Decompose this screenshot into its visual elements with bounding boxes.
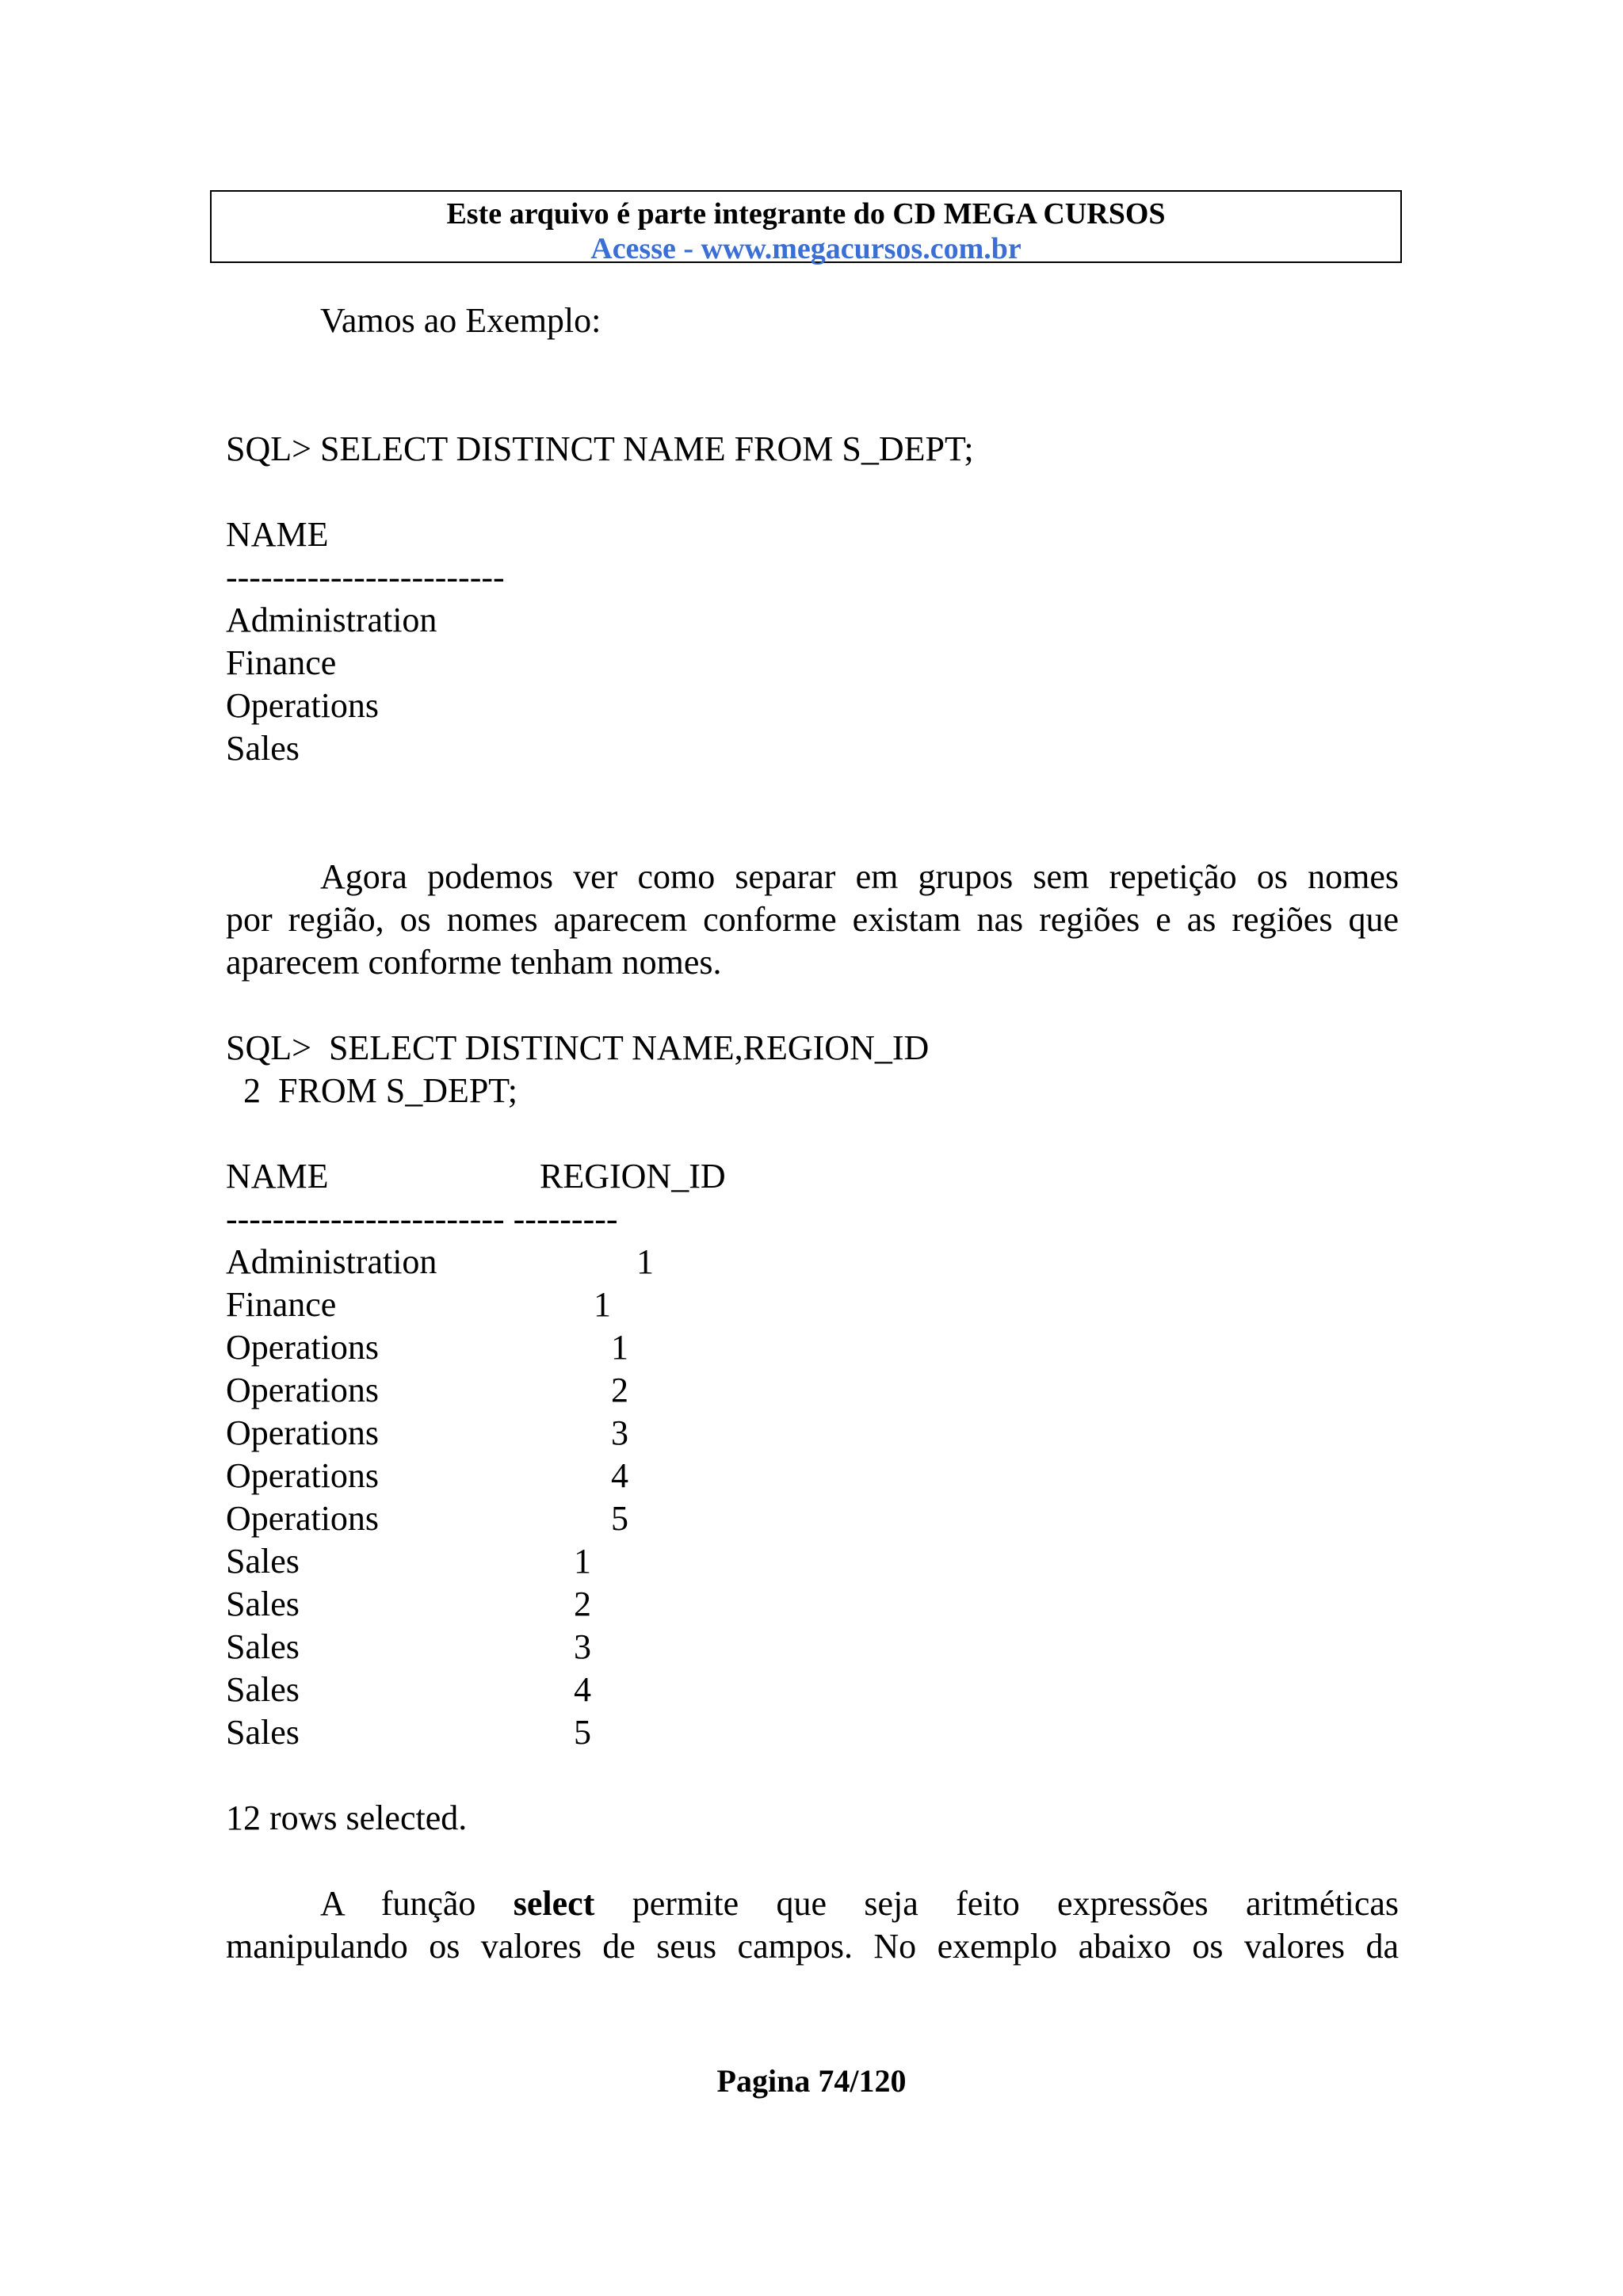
- query2-row-name: Sales: [226, 1542, 300, 1581]
- query2-row-region: 1: [574, 1542, 591, 1581]
- query2-row-name: Administration: [226, 1242, 437, 1281]
- query2-row-region: 1: [636, 1242, 654, 1281]
- paragraph1-line: aparecem conforme tenham nomes.: [226, 943, 722, 982]
- intro-text: Vamos ao Exemplo:: [320, 301, 601, 340]
- query2-column-region: REGION_ID: [540, 1157, 726, 1196]
- query2-row-region: 5: [611, 1499, 628, 1538]
- query2-row-name: Operations: [226, 1499, 380, 1538]
- header-title: Este arquivo é parte integrante do CD MEGA CURSOS: [446, 197, 1166, 231]
- query1-separator: ------------------------: [226, 558, 505, 597]
- query2-row-region: 4: [611, 1456, 628, 1495]
- paragraph2-suffix: permite que seja feito expressões aritméticas: [632, 1884, 1400, 1923]
- query2-row-name: Operations: [226, 1371, 380, 1409]
- query2-row-name: Operations: [226, 1328, 380, 1367]
- query2-row-region: 1: [611, 1328, 628, 1367]
- query2-row-region: 2: [611, 1371, 628, 1409]
- paragraph1-line: por região, os nomes aparecem conforme existam nas regiões e as regiões que: [226, 900, 1399, 939]
- query2-row-name: Sales: [226, 1713, 300, 1752]
- query2-separator: ------------------------ ---------: [226, 1199, 618, 1238]
- query2-row-name: Operations: [226, 1456, 380, 1495]
- query2-sql-line2: 2 FROM S_DEPT;: [226, 1071, 517, 1110]
- query1-column-header: NAME: [226, 515, 329, 554]
- query2-row-region: 3: [574, 1627, 591, 1666]
- paragraph2-line1: [320, 1882, 1399, 1925]
- query2-row-name: Sales: [226, 1627, 300, 1666]
- query2-row-region: 3: [611, 1413, 628, 1452]
- page-number: Pagina 74/120: [716, 2063, 907, 2099]
- query1-row: Sales: [226, 729, 300, 768]
- query1-row: Administration: [226, 601, 437, 639]
- query2-row-region: 2: [574, 1585, 591, 1623]
- header-link[interactable]: Acesse - www.megacursos.com.br: [590, 232, 1022, 265]
- paragraph2-bold-term: select: [513, 1884, 595, 1923]
- query2-row-name: Finance: [226, 1285, 337, 1324]
- query1-sql: SQL> SELECT DISTINCT NAME FROM S_DEPT;: [226, 429, 974, 468]
- query2-footer: 12 rows selected.: [226, 1798, 468, 1837]
- query2-row-name: Sales: [226, 1670, 300, 1709]
- query2-row-name: Sales: [226, 1585, 300, 1623]
- query2-sql-line1: SQL> SELECT DISTINCT NAME,REGION_ID: [226, 1028, 930, 1067]
- paragraph2-line2: manipulando os valores de seus campos. No exemplo abaixo os valores da: [226, 1927, 1399, 1966]
- query2-column-name: NAME: [226, 1157, 329, 1196]
- query2-row-name: Operations: [226, 1413, 380, 1452]
- query2-row-region: 5: [574, 1713, 591, 1752]
- paragraph1-line: Agora podemos ver como separar em grupos sem repetição os nomes: [320, 857, 1399, 896]
- query2-row-region: 4: [574, 1670, 591, 1709]
- query1-row: Operations: [226, 686, 380, 725]
- query2-row-region: 1: [594, 1285, 611, 1324]
- paragraph2-prefix: A função: [320, 1884, 476, 1923]
- query1-row: Finance: [226, 643, 337, 682]
- header-banner: [210, 190, 1402, 263]
